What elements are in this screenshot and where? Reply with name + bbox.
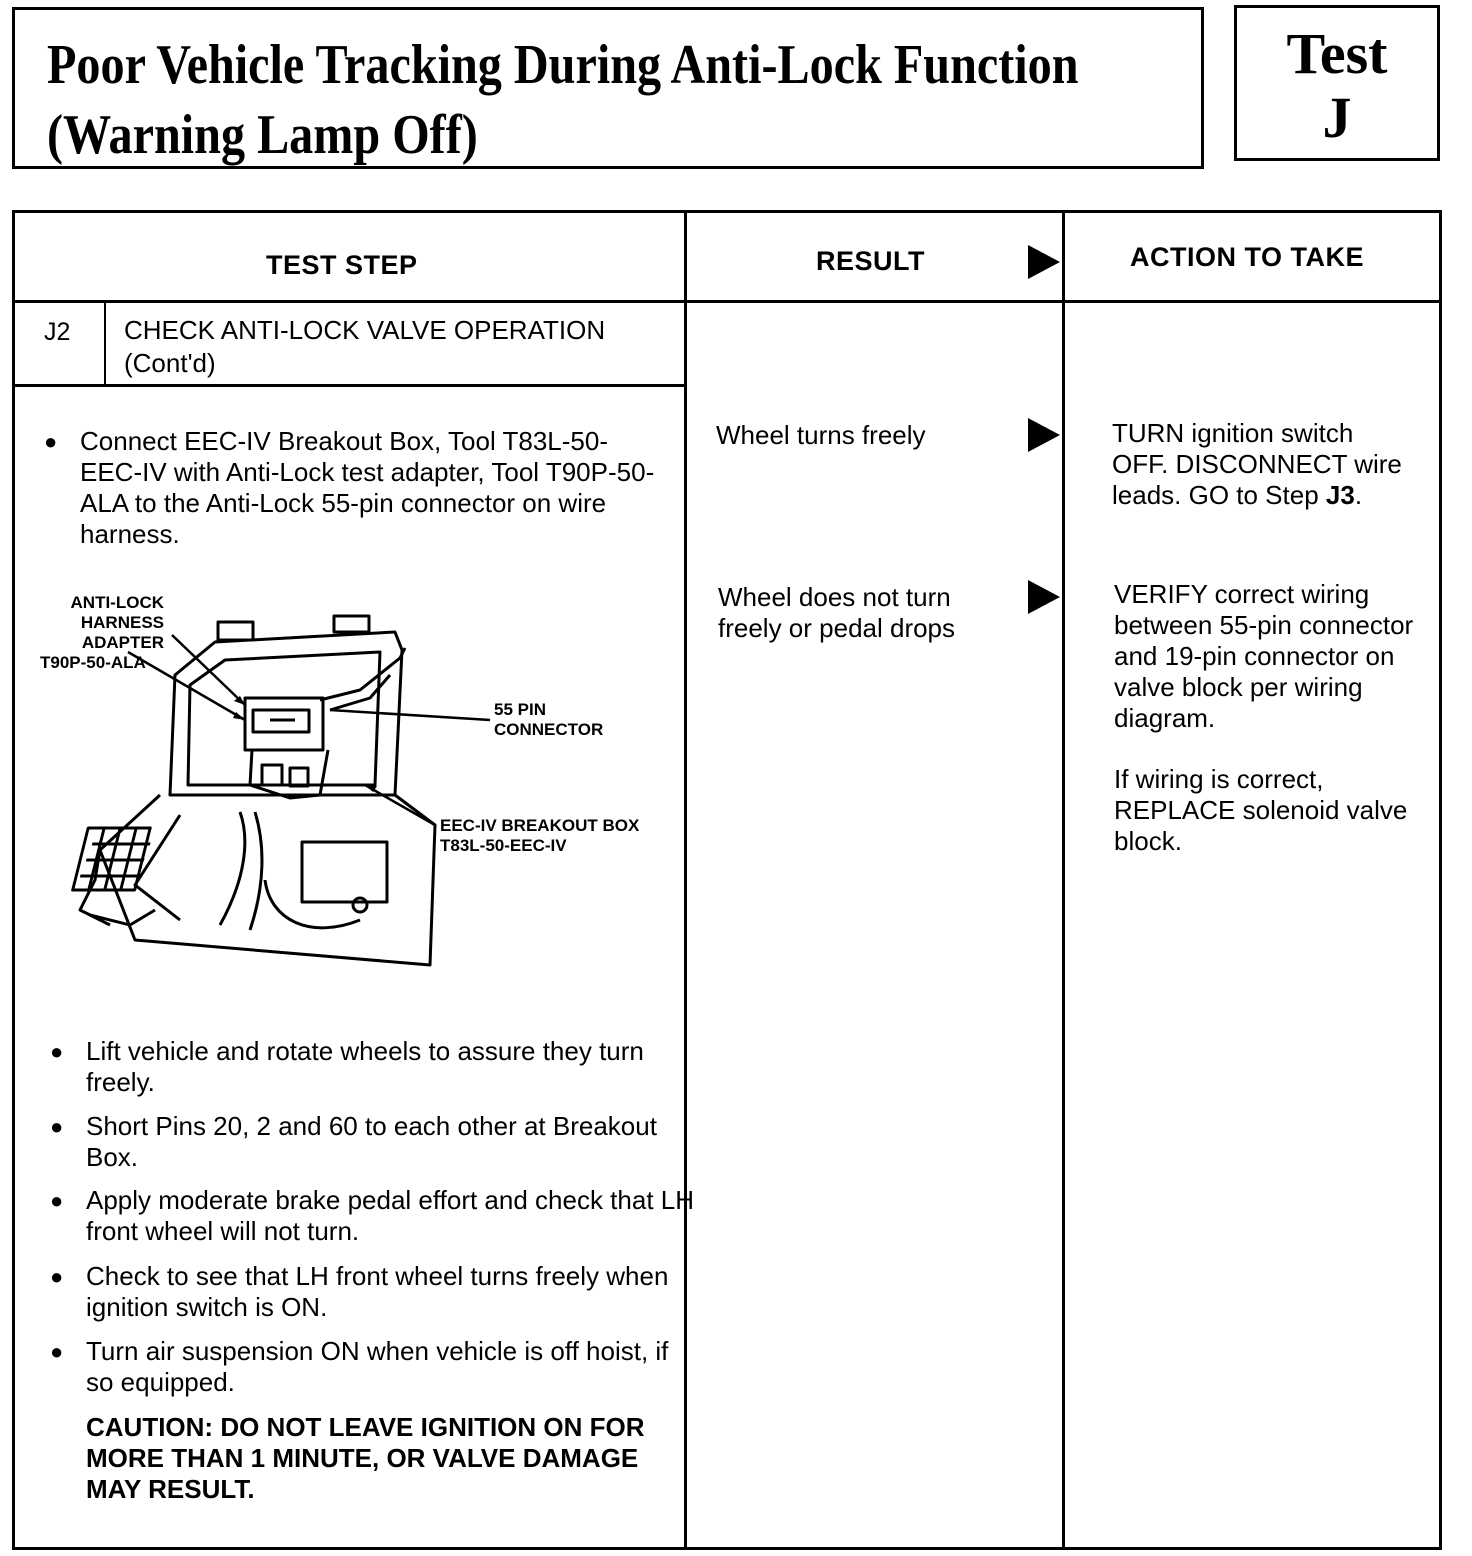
- label-adapter-tool: T90P-50-ALA: [40, 653, 146, 672]
- step-id: J2: [44, 318, 71, 346]
- step-title: [124, 314, 605, 380]
- bullet-item: ● Apply moderate brake pedal effort and check that LH front wheel will not turn.: [50, 1185, 696, 1247]
- case-base-outline: [100, 795, 435, 965]
- header-arrow-icon: [1028, 245, 1060, 279]
- step-title-line-2: (Cont'd): [124, 348, 216, 378]
- result-2-arrow-icon: [1028, 580, 1060, 614]
- test-badge: [1234, 5, 1440, 161]
- header-result: RESULT: [816, 246, 925, 276]
- action-2: [1114, 579, 1414, 857]
- result-1-arrow-icon: [1028, 418, 1060, 452]
- page-title: [47, 30, 1079, 170]
- title-line-1: Poor Vehicle Tracking During Anti-Lock Function: [47, 34, 1079, 96]
- action-1: TURN ignition switch OFF. DISCONNECT wire leads. GO to Step J3.: [1112, 418, 1402, 510]
- test-badge-letter: J: [1322, 85, 1352, 150]
- result-2: Wheel does not turn freely or pedal drops: [718, 582, 956, 643]
- header-test-step: TEST STEP: [266, 250, 418, 280]
- title-box: [12, 7, 1204, 169]
- bullet-item: ● Turn air suspension ON when vehicle is off hoist, if so equipped.: [50, 1336, 696, 1398]
- adapter-body: [245, 698, 323, 750]
- header-divider: [14, 300, 1440, 303]
- action-2-line-2: If wiring is correct, REPLACE solenoid valve block.: [1114, 764, 1408, 856]
- step-title-line-1: CHECK ANTI-LOCK VALVE OPERATION: [124, 315, 606, 345]
- intro-bullet: ● Connect EEC-IV Breakout Box, Tool T83L-50-EEC-IV with Anti-Lock test adapter, Tool T90P-50-ALA to the Anti-Lock 55-pin connector on wire harness.: [44, 426, 670, 550]
- test-badge-label: Test: [1286, 21, 1388, 86]
- result-1: Wheel turns freely: [716, 420, 926, 450]
- bullet-item: ● Check to see that LH front wheel turns freely when ignition switch is ON.: [50, 1261, 696, 1323]
- inner-module: [302, 842, 387, 902]
- title-line-2: (Warning Lamp Off): [47, 104, 478, 166]
- label-adapter: ANTI-LOCK HARNESS ADAPTER: [70, 593, 164, 652]
- step-id-divider: [104, 302, 106, 386]
- header-action: ACTION TO TAKE: [1130, 242, 1364, 272]
- caution-note: CAUTION: DO NOT LEAVE IGNITION ON FOR MORE THAN 1 MINUTE, OR VALVE DAMAGE MAY RESULT.: [86, 1412, 645, 1504]
- column-divider-2: [1062, 212, 1065, 1548]
- step-divider: [14, 384, 686, 387]
- bullet-item: ● Lift vehicle and rotate wheels to assure they turn freely.: [50, 1036, 686, 1098]
- action-2-line-1: VERIFY correct wiring between 55-pin connector and 19-pin connector on valve block per wiring diagram.: [1114, 579, 1414, 733]
- bullet-item: ● Short Pins 20, 2 and 60 to each other at Breakout Box.: [50, 1111, 686, 1173]
- label-connector: 55 PIN CONNECTOR: [494, 700, 604, 739]
- label-breakout-box: EEC-IV BREAKOUT BOX T83L-50-EEC-IV: [440, 816, 640, 855]
